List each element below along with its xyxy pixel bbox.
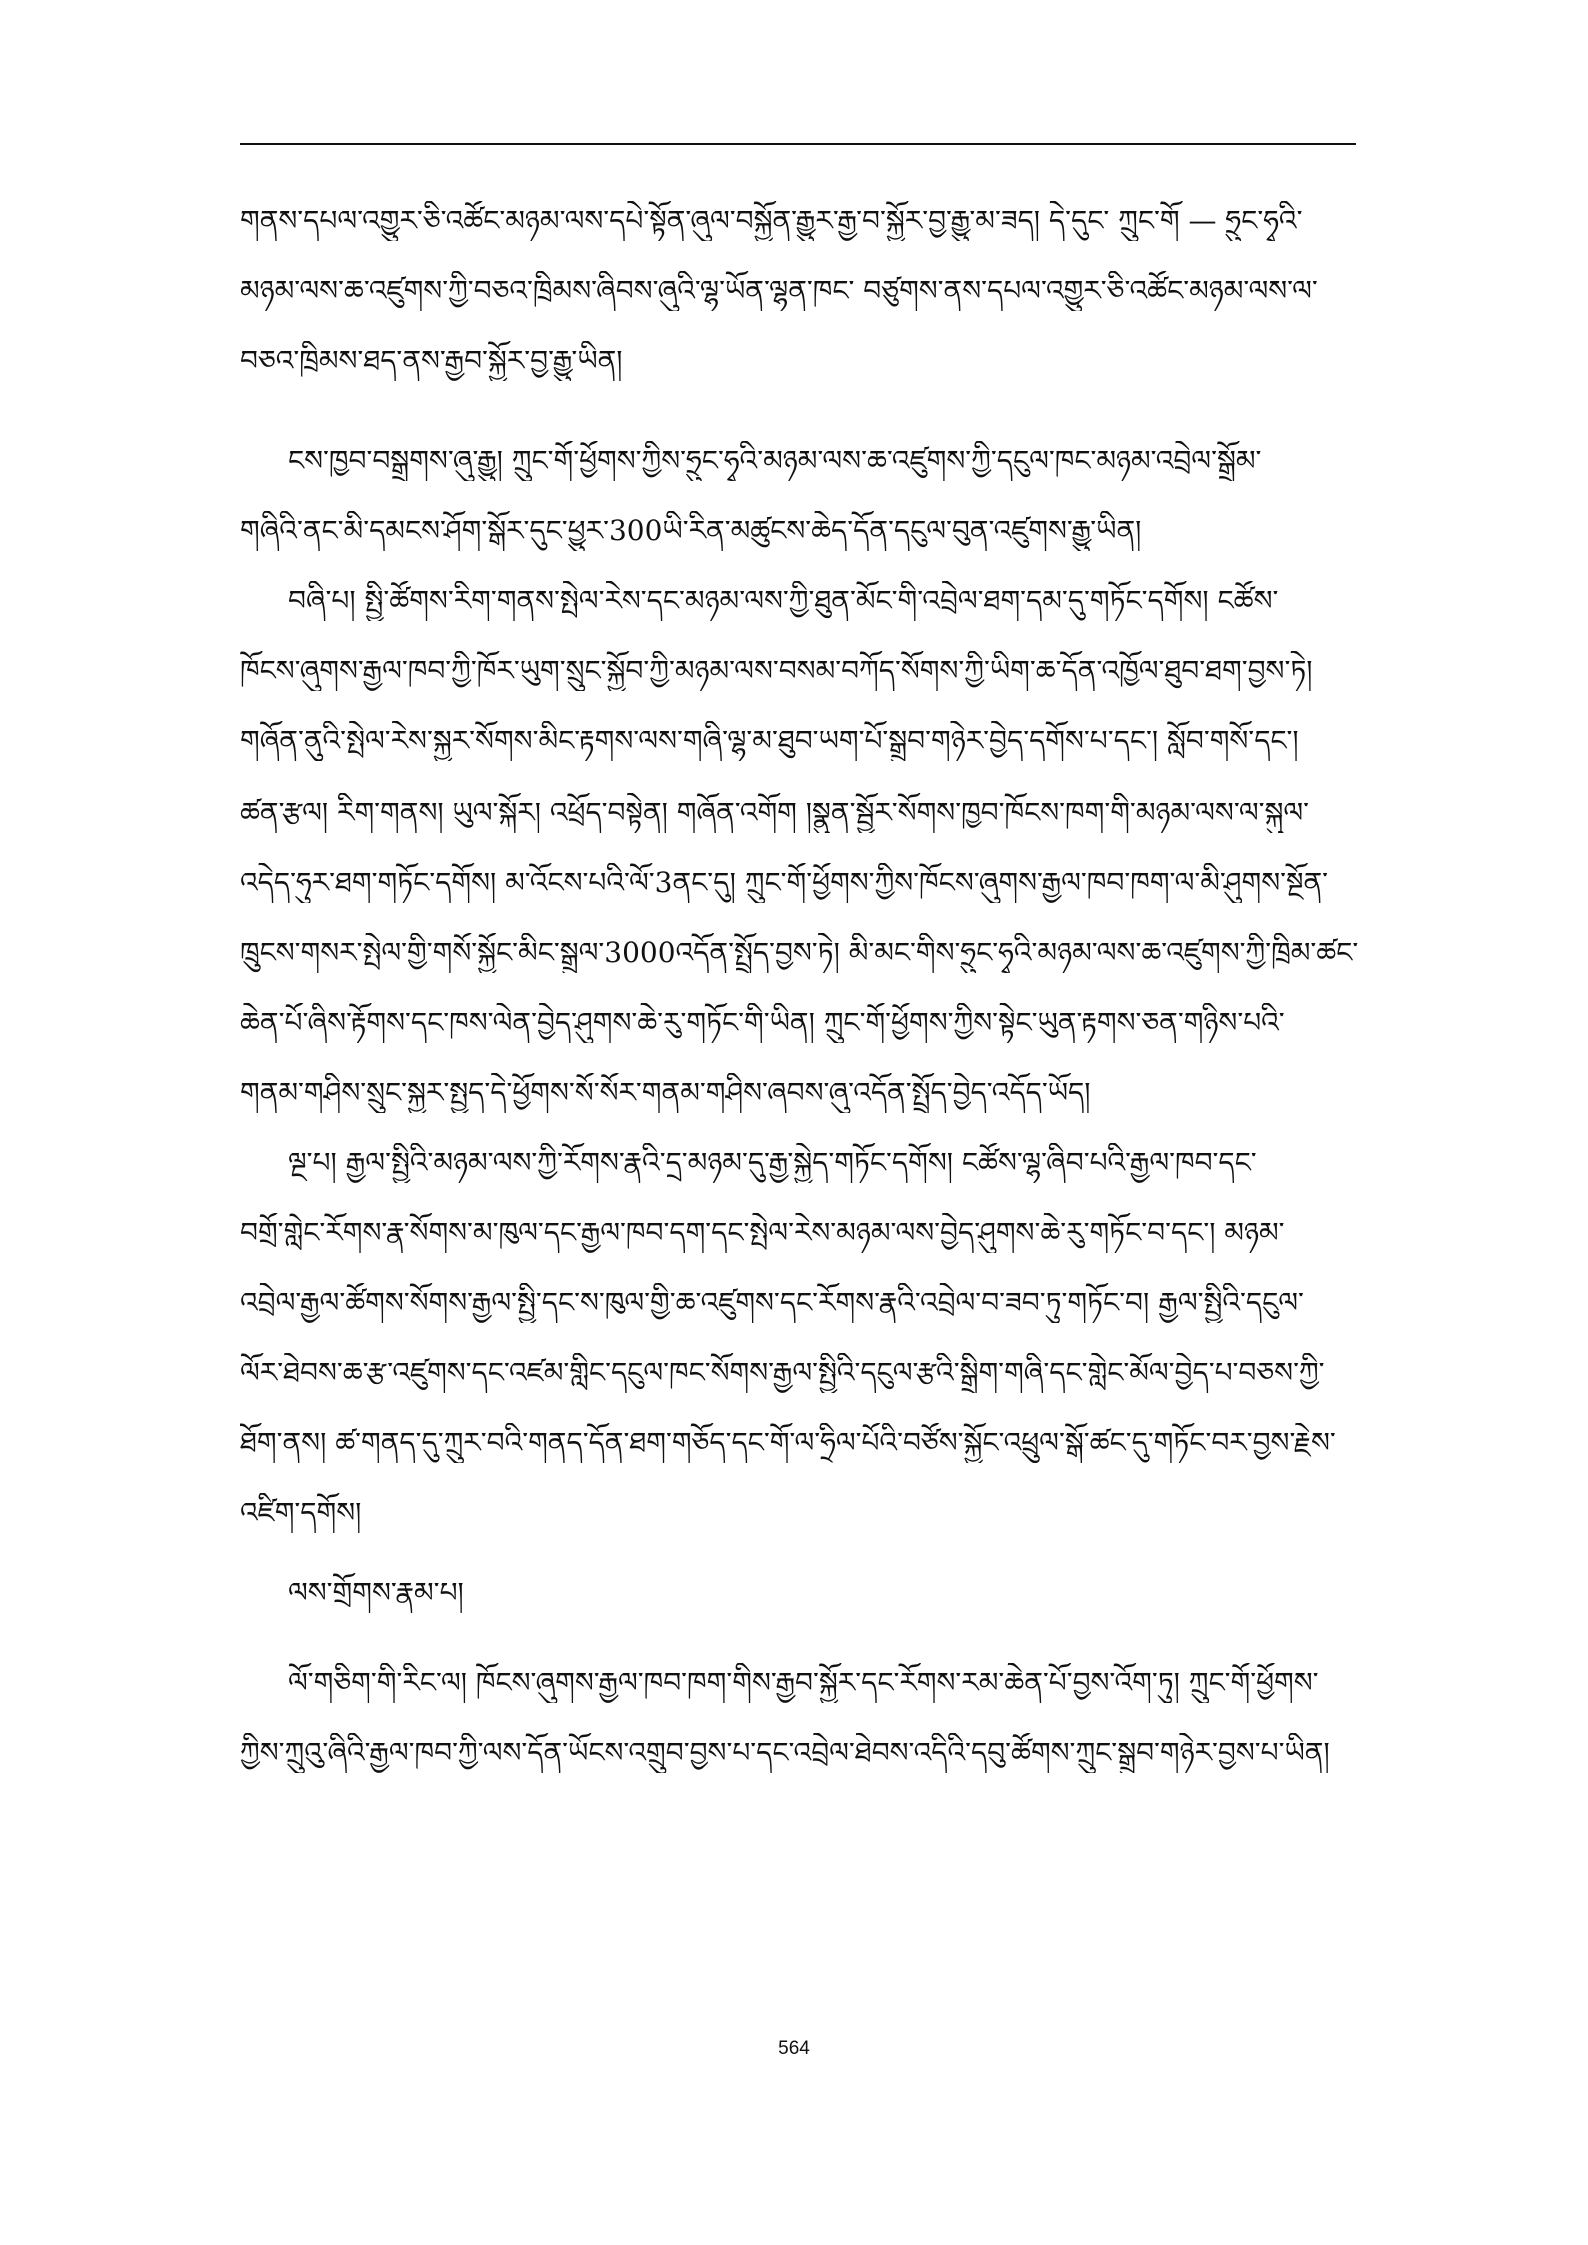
text-line: གནས་དཔལ་འགྱུར་ཅི་འཚོང་མཉམ་ལས་དཔེ་སྟོན་ཞུལ་བསྐྱོན་རྒྱུར་རྒྱ་བ་སྐྱོར་བྱ་རྒྱུ་མ་ཟད། དེ་དུང་ ཀྲུང་གོ — ཧྲུང་ཧྭའི་ [240, 204, 1303, 237]
text-line: འཛིག་དགོས། [240, 1496, 362, 1529]
text-line: བགྲོ་གླེང་རོགས་རྣ་སོགས་མ་ཁུལ་དང་རྒྱལ་ཁབ་དག་དང་སྤེལ་རེས་མཉམ་ལས་བྱེད་ཤུགས་ཆེ་རུ་གཏོང་བ་དང་། མཉམ་ [240, 1216, 1285, 1249]
text-line: ཚན་རྩལ། རིག་གནས། ཡུལ་སྐོར། འཕྲོད་བསྟེན། གཞོན་འགོག །སྣུན་སྦྱོར་སོགས་ཁྱབ་ཁོངས་ཁག་གི་མཉམ་ལས་ལ་སྐུལ་ [240, 796, 1310, 829]
text-line: ཀྱིས་ཀྲུའུ་ཞིའི་རྒྱལ་ཁབ་ཀྱི་ལས་དོན་ཡོངས་འགྲུབ་བྱས་པ་དང་འབྲེལ་ཐེབས་འདིའི་དབུ་ཚོགས་ཀྲུང་སྒྲུབ་གཉེར་བྱས་པ་ཡིན། [240, 1736, 1330, 1769]
text-line: གཞིའི་ནང་མི་དམངས་ཤོག་སྒོར་དུང་ཕྱུར་300ཡི་རིན་མཚུངས་ཆེད་དོན་དངུལ་བུན་འཛུགས་རྒྱུ་ཡིན། [240, 514, 1142, 547]
text-line: གཞོན་ནུའི་སྤེལ་རེས་སྐྱར་སོགས་མིང་རྟགས་ལས་གཞི་ལྷ་མ་ཐུབ་ཡག་པོ་སྒྲུབ་གཉེར་བྱེད་དགོས་པ་དང་། སློབ་གསོ་དང་། [240, 724, 1299, 757]
text-line: བཅའ་ཁྲིམས་ཐད་ནས་རྒྱབ་སྐྱོར་བྱ་རྒྱུ་ཡིན། [240, 344, 623, 377]
text-line: ལོ་གཅིག་གི་རིང་ལ། ཁོངས་ཞུགས་རྒྱལ་ཁབ་ཁག་གིས་རྒྱབ་སྐྱོར་དང་རོགས་རམ་ཆེན་པོ་བྱས་འོག་ཏུ། ཀྲུང་གོ་ཕྱོགས་ [288, 1666, 1319, 1699]
text-line: ཁོངས་ཞུགས་རྒྱལ་ཁབ་ཀྱི་ཁོར་ཡུག་སྲུང་སྐྱོབ་ཀྱི་མཉམ་ལས་བསམ་བཀོད་སོགས་ཀྱི་ཡིག་ཆ་དོན་འཁྱོལ་ཐུབ་ཐག་བྱས་ཏེ། [240, 654, 1313, 687]
text-line: ཆེན་པོ་ཞིས་རྟོགས་དང་ཁས་ལེན་བྱེད་ཤུགས་ཆེ་རུ་གཏོང་གི་ཡིན། ཀྲུང་གོ་ཕྱོགས་ཀྱིས་སྟེང་ཡུན་རྟགས་ཅན་གཉིས་པའི་ [240, 1006, 1285, 1039]
text-line: འབྲེལ་རྒྱལ་ཚོགས་སོགས་རྒྱལ་སྤྱི་དང་ས་ཁུལ་གྱི་ཆ་འཛུགས་དང་རོགས་རྣའི་འབྲེལ་བ་ཟབ་ཏུ་གཏོང་བ། རྒྱལ་སྤྱིའི་དངུལ་ [240, 1286, 1304, 1319]
text-line: ཐོག་ནས། ཚ་གནད་དུ་ཀྲུར་བའི་གནད་དོན་ཐག་གཅོད་དང་གོ་ལ་ཧྲིལ་པོའི་བཙོས་སྐྱོང་འཕྲུལ་སྒོ་ཚང་དུ་གཏོང་བར་བྱས་རྗེས་ [240, 1426, 1336, 1459]
page-number: 564 [778, 2038, 810, 2059]
text-line: འདེད་ཧུར་ཐག་གཏོང་དགོས། མ་འོངས་པའི་ལོ་3ནང་དུ། ཀྲུང་གོ་ཕྱོགས་ཀྱིས་ཁོངས་ཞུགས་རྒྱལ་ཁབ་ཁག་ལ་མི་ཤུགས་སྔོན་ [240, 866, 1329, 899]
text-line: ཁྲུངས་གསར་སྤེལ་གྱི་གསོ་སྐྱོང་མིང་སྒྲུལ་3000འདོན་སྤྲོད་བྱས་ཏེ། མི་མང་གིས་ཧྲུང་ཧྭའི་མཉམ་ལས་ཆ་འཛུགས་ཀྱི་ཁྲིམ་ཚང་ [240, 936, 1359, 969]
text-line: བཞི་པ། སྤྱི་ཚོགས་རིག་གནས་སྤེལ་རེས་དང་མཉམ་ལས་ཀྱི་ཐུན་མོང་གི་འབྲེལ་ཐག་དམ་དུ་གཏོང་དགོས། ངཚོས་ [288, 584, 1279, 617]
text-line: ལས་གྲོགས་རྣམ་པ། [288, 1576, 464, 1609]
text-line: མཉམ་ལས་ཆ་འཛུགས་ཀྱི་བཅའ་ཁྲིམས་ཞིབས་ཞུའི་ལྷ་ཡོན་ལྷན་ཁང་ བཙུགས་ནས་དཔལ་འགྱུར་ཅི་འཚོང་མཉམ་ལས་ལ་ [240, 274, 1318, 307]
text-line: ལྔ་པ། རྒྱལ་སྤྱིའི་མཉམ་ལས་ཀྱི་རོགས་རྣའི་དྲ་མཉམ་དུ་རྒྱ་སྐྱེད་གཏོང་དགོས། ངཚོས་ལྷ་ཞིབ་པའི་རྒྱལ་ཁབ་དང་ [288, 1146, 1257, 1179]
text-line: ངས་ཁྱབ་བསྒྲགས་ཞུ་རྒྱུ། ཀྲུང་གོ་ཕྱོགས་ཀྱིས་ཧྲུང་ཧྭའི་མཉམ་ལས་ཆ་འཛུགས་ཀྱི་དངུལ་ཁང་མཉམ་འབྲེལ་སྒྲོམ་ [288, 444, 1262, 477]
text-line: ལོར་ཐེབས་ཆ་རྩ་འཛུགས་དང་འཛམ་གླིང་དངུལ་ཁང་སོགས་རྒྱལ་སྤྱིའི་དངུལ་རྩའི་སྒྲིག་གཞི་དང་གླེང་མོལ་བྱེད་པ་བཅས་ཀྱི་ [240, 1356, 1325, 1389]
header-rule [240, 143, 1356, 145]
text-line: གནམ་གཤིས་སྲུང་སྐྱར་སྤྱད་དེ་ཕྱོགས་སོ་སོར་གནམ་གཤིས་ཞབས་ཞུ་འདོན་སྤྲོད་བྱེད་འདོད་ཡོད། [240, 1076, 1091, 1109]
